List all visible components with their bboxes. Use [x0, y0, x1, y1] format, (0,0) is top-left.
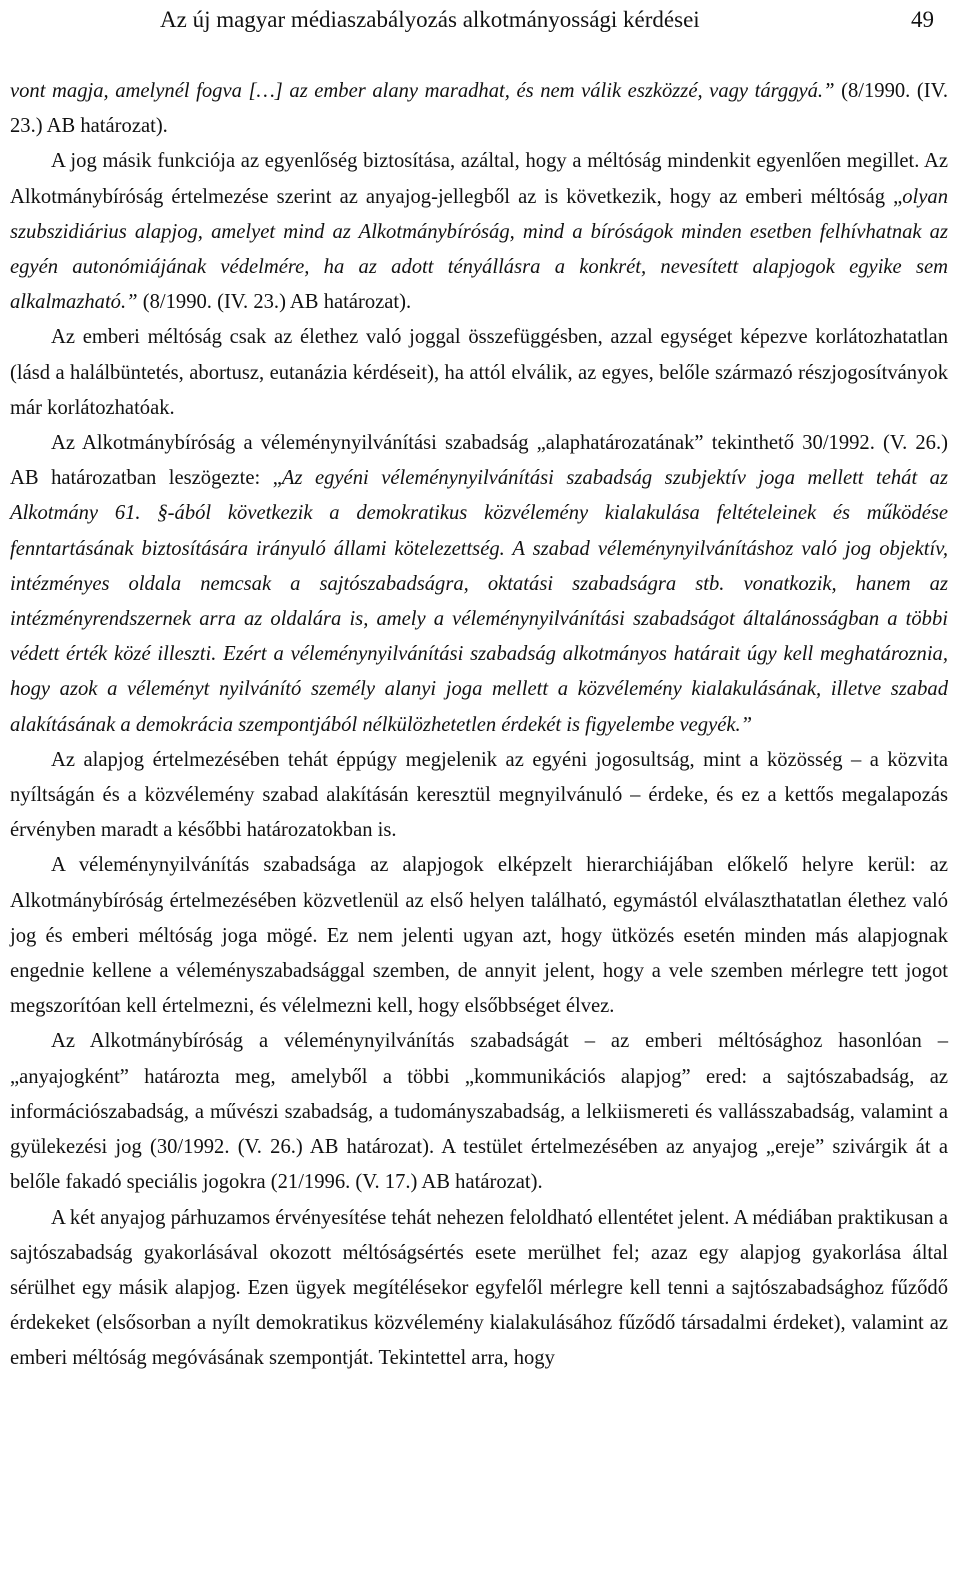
text-segment: Az emberi méltóság csak az élethez való joggal összefüggésben, azzal egységet képezve korlátozhatatlan (lásd a halálbüntetés, abortusz, eutanázia kérdéseit), ha attól elválik, az egyes, belőle származó részjogosítványok már korlátozhatóak.	[10, 326, 948, 419]
quoted-italic-text: vont magja, amelynél fogva […] az ember alany maradhat, és nem válik eszközzé, vagy tárggyá.”	[10, 80, 842, 102]
text-segment: (8/1990. (IV. 23.) AB határozat).	[142, 291, 412, 314]
running-header	[10, 0, 948, 40]
paragraph	[10, 320, 948, 426]
body-text	[10, 74, 948, 1377]
text-segment: Az Alkotmánybíróság a véleménynyilvánítási szabadság „alaphatározatának” tekinthető 30/1992. (V. 26.) AB határozatban leszögezte: „	[10, 432, 948, 490]
quoted-italic-text: olyan szubszidiárius alapjog, amelyet mind az Alkotmánybíróság, mind a bíróságok minden esetben felhívhatnak az egyén autonómiájának védelmére, ha az adott tényállásra a konkrét, nevesített alapjogok egyike sem alkalmazható.”	[10, 185, 948, 314]
text-segment: A véleménynyilvánítás szabadsága az alapjogok elképzelt hierarchiájában előkelő helyre kerül: az Alkotmánybíróság értelmezésében közvetlenül az első helyen található, egymástól elválaszthatatlan élethez való jog és emberi méltóság joga mögé. Ez nem jelenti ugyan azt, hogy ütközés esetén minden más alapjognak engednie kellene a véleményszabadsággal szemben, de annyit jelent, hogy a vele szemben mérlegre tett jogot megszorítóan kell értelmezni, és vélelmezni kell, hogy elsőbbséget élvez.	[10, 854, 948, 1018]
paragraph	[10, 144, 948, 320]
paragraph	[10, 1201, 948, 1377]
text-segment: A két anyajog párhuzamos érvényesítése tehát nehezen feloldható ellentétet jelent. A médiában praktikusan a sajtószabadság gyakorlásával okozott méltóságsértés esete merülhet fel; azaz egy alapjog gyakorlása által sérülhet egy másik alapjog. Ezen ügyek megítélésekor egyfelől mérlegre kell tenni a sajtószabadsághoz fűződő érdekeket (elsősorban a nyílt demokratikus közvélemény kialakulásához fűződő társadalmi érdeket), valamint az emberi méltóság megóvásának szempontját. Tekintettel arra, hogy	[10, 1206, 948, 1370]
paragraph	[10, 743, 948, 849]
text-segment: A jog másik funkciója az egyenlőség biztosítása, azáltal, hogy a méltóság mindenkit egyenlően megillet. Az Alkotmánybíróság értelmezése szerint az anyajog-jellegből az is következik, hogy az emberi méltóság „	[10, 150, 948, 208]
page-number: 49	[911, 7, 934, 32]
text-segment: Az Alkotmánybíróság a véleménynyilvánítás szabadságát – az emberi méltósághoz hasonlóan – „anyajogként” határozta meg, amelyből a többi „kommunikációs alapjog” ered: a sajtószabadság, az információszabadság, a művészi szabadság, a tudományszabadság, a lelkiismereti és vallásszabadság, valamint a gyülekezési jog (30/1992. (V. 26.) AB határozat). A testület értelmezésében az anyajog „ereje” szivárgik át a belőle fakadó speciális jogokra (21/1996. (V. 17.) AB határozat).	[10, 1030, 948, 1194]
quoted-italic-text: Az egyéni véleménynyilvánítási szabadság szubjektív joga mellett tehát az Alkotmány 61. §-ából következik a demokratikus közvélemény kialakulása feltételeinek és működése fenntartásának biztosítására irányuló állami kötelezettség. A szabad véleménynyilvánításhoz való jog objektív, intézményes oldala nemcsak a sajtószabadságra, oktatási szabadságra stb. vonatkozik, hanem az intézményrendszernek arra az oldalára is, amely a véleménynyilvánítási szabadságot általánosságban a többi védett érték közé illeszti. Ezért a véleménynyilvánítási szabadság alkotmányos határait úgy kell meghatároznia, hogy azok a véleményt nyilvánító személy alanyi joga mellett a közvélemény kialakulásának, illetve szabad alakításának a demokrácia szempontjából nélkülözhetetlen érdekét is figyelembe vegyék.”	[10, 467, 948, 736]
paragraph	[10, 848, 948, 1024]
paragraph	[10, 426, 948, 743]
text-segment: (8/1990. (IV. 23.) AB határozat).	[10, 80, 948, 138]
text-segment: Az alapjog értelmezésében tehát éppúgy megjelenik az egyéni jogosultság, mint a közösség – a közvita nyíltságán és a közvélemény szabad alakításán keresztül megnyilvánuló – érdeke, és ez a kettős megalapozás érvényben maradt a későbbi határozatokban is.	[10, 748, 948, 842]
running-header-title: Az új magyar médiaszabályozás alkotmányossági kérdései	[160, 7, 700, 32]
paragraph	[10, 1024, 948, 1200]
paragraph	[10, 74, 948, 144]
